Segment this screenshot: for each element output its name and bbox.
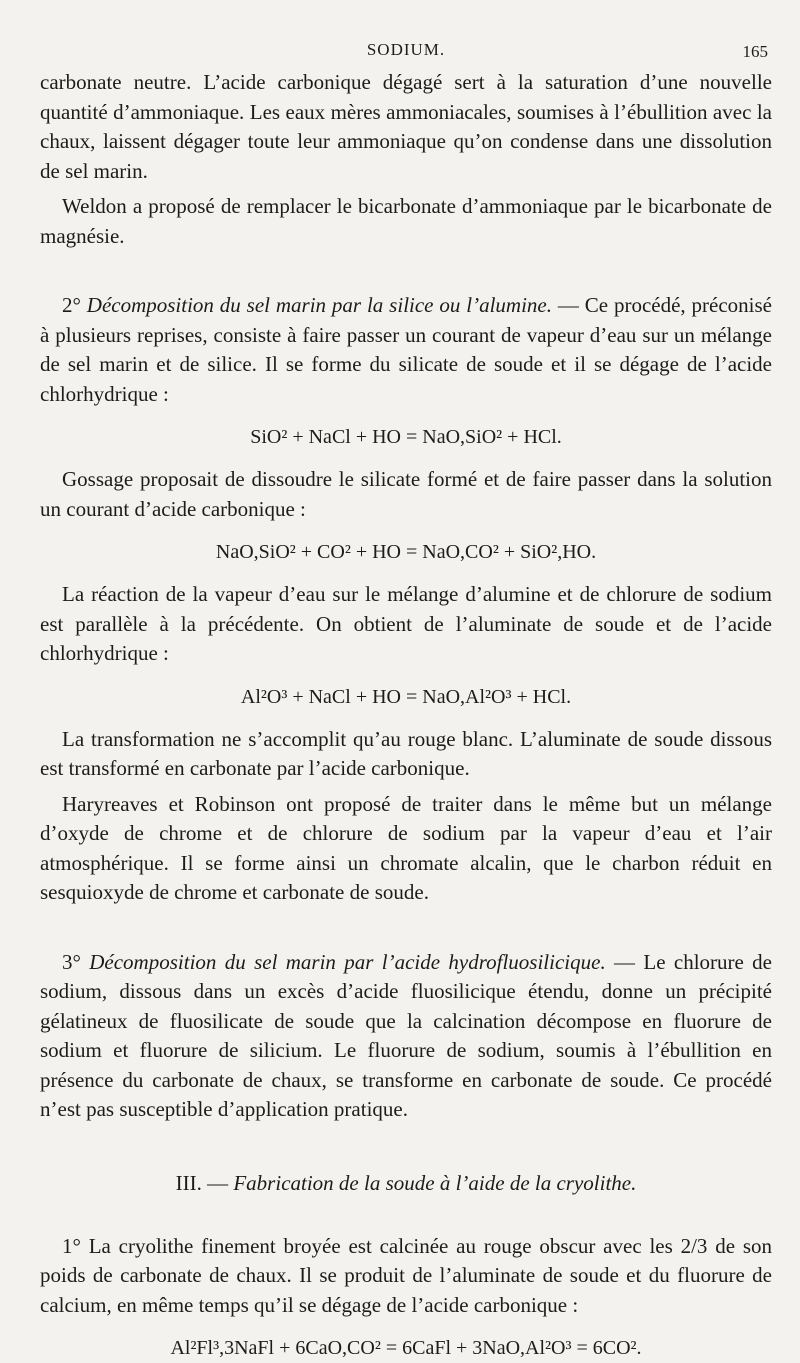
section-title: Fabrication de la soude à l’aide de la cryolithe. bbox=[233, 1170, 637, 1195]
paragraph-8-title: Décomposition du sel marin par l’acide hydrofluosilicique. bbox=[89, 949, 606, 974]
equation-1: SiO² + NaCl + HO = NaO,SiO² + HCl. bbox=[250, 426, 562, 448]
paragraph-7: Haryreaves et Robinson ont proposé de traiter dans le même but un mélange d’oxyde de chrome et de chlorure de sodium par la vapeur d’eau et l’air atmosphérique. Il se forme ainsi un chromate alcalin, que le charbon réduit en sesquioxyde de chrome et carbonate de soude. bbox=[40, 791, 772, 904]
paragraph-1: carbonate neutre. L’acide carbonique dégagé sert à la saturation d’une nouvelle quantité d’ammoniaque. Les eaux mères ammoniacales, soumises à l’ébullition avec la chaux, laissent dégager toute leur ammoniaque qu’on condense dans une dissolution de sel marin. bbox=[40, 70, 772, 183]
paragraph-2: Weldon a proposé de remplacer le bicarbonate d’ammoniaque par le bicarbonate de magnésie. bbox=[40, 194, 772, 248]
equation-3: Al²O³ + NaCl + HO = NaO,Al²O³ + HCl. bbox=[240, 685, 572, 708]
paragraph-3 bbox=[40, 291, 772, 409]
paragraph-3-text: — Ce procédé, préconisé à plusieurs reprises, consiste à faire passer un courant de vapeur d’eau sur un mélange de sel marin et de silice. Il se forme du silicate de soude et il se dégage de l’acide chlorhydrique : bbox=[40, 293, 772, 406]
equation-4: Al²Fl³,3NaFl + 6CaO,CO² = 6CaFl + 3NaO,Al²O³ = 6CO². bbox=[170, 1337, 642, 1359]
paragraph-3-title: Décomposition du sel marin par la silice ou l’alumine. bbox=[86, 293, 552, 317]
paragraph-8 bbox=[40, 948, 772, 1125]
section-heading bbox=[40, 1171, 772, 1196]
paragraph-6: La transformation ne s’accomplit qu’au rouge blanc. L’aluminate de soude dissous est transformé en carbonate par l’acide carbonique. bbox=[40, 726, 772, 780]
paragraph-4: Gossage proposait de dissoudre le silicate formé et de faire passer dans la solution un courant d’acide carbonique : bbox=[40, 467, 772, 521]
paragraph-9: 1° La cryolithe finement broyée est calcinée au rouge obscur avec les 2/3 de son poids de carbonate de chaux. Il se produit de l’aluminate de soude et du fluorure de calcium, en même temps qu’il se dégage de l’acide carbonique : bbox=[40, 1233, 772, 1317]
equation-2: NaO,SiO² + CO² + HO = NaO,CO² + SiO²,HO. bbox=[215, 541, 597, 563]
paragraph-8-number: 3° bbox=[62, 949, 81, 974]
running-title: SODIUM. bbox=[366, 40, 446, 59]
paragraph-8-text: — Le chlorure de sodium, dissous dans un excès d’acide fluosilicique étendu, donne un précipité gélatineux de fluosilicate de soude que la calcination décompose en fluorure de sodium et fluorure de silicium. Le fluorure de sodium, soumis à l’ébullition en présence du carbonate de chaux, se transforme en carbonate de soude. Ce procédé n’est pas susceptible d’application pratique. bbox=[40, 949, 772, 1121]
paragraph-5: La réaction de la vapeur d’eau sur le mélange d’alumine et de chlorure de sodium est parallèle à la précédente. On obtient de l’aluminate de soude et de l’acide chlorhydrique : bbox=[40, 582, 772, 665]
paragraph-3-number: 2° bbox=[62, 293, 81, 317]
page-number: 165 bbox=[742, 42, 768, 61]
page-header bbox=[40, 40, 772, 68]
section-number: III. — bbox=[175, 1170, 234, 1195]
